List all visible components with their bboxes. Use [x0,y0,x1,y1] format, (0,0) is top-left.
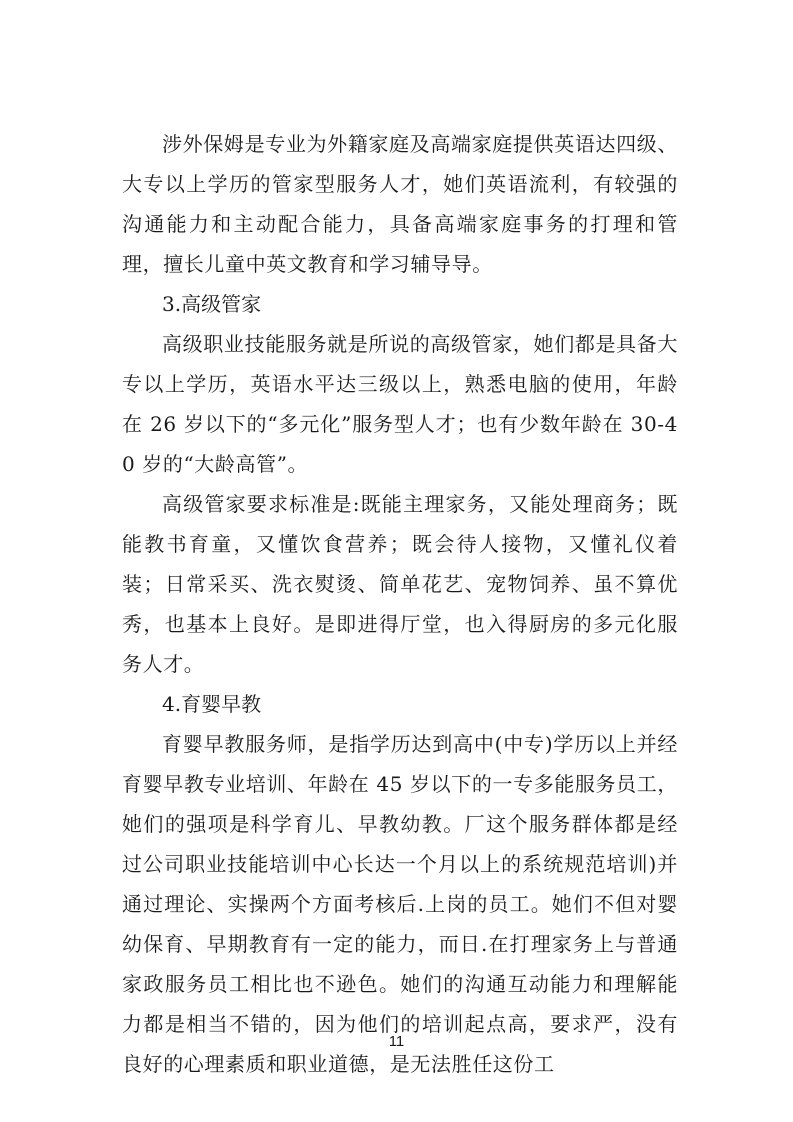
document-body [122,124,678,1084]
section-heading-infant-early-education: 4.育婴早教 [162,692,262,716]
section-heading-senior-butler: 3.高级管家 [162,292,262,316]
paragraph-foreign-nanny: 涉外保姆是专业为外籍家庭及高端家庭提供英语达四级、大专以上学历的管家型服务人才，她们英语流利，有较强的沟通能力和主动配合能力，具备高端家庭事务的打理和管理，擅长儿童中英文教育和学习辅导导。 [122,132,678,276]
paragraph-senior-butler-standards: 高级管家要求标准是:既能主理家务，又能处理商务；既能教书育童，又懂饮食营养；既会待人接物，又懂礼仪着装；日常采买、洗衣熨烫、简单花艺、宠物饲养、虽不算优秀，也基本上良好。是即进得厅堂，也入得厨房的多元化服务人才。 [122,492,678,676]
page-number: 11 [388,1033,405,1050]
paragraph-senior-butler-intro: 高级职业技能服务就是所说的高级管家，她们都是具备大专以上学历，英语水平达三级以上，熟悉电脑的使用，年龄在 26 岁以下的“多元化”服务型人才；也有少数年龄在 30-40 岁的“大龄高管”。 [122,332,678,476]
paragraph-infant-early-education: 育婴早教服务师，是指学历达到高中(中专)学历以上并经育婴早教专业培训、年龄在 45 岁以下的一专多能服务员工，她们的强项是科学育儿、早教幼教。厂这个服务群体都是经过公司职业技能培训中心长达一个月以上的系统规范培训)并通过理论、实操两个方面考核后.上岗的员工。她们不但对婴幼保育、早期教育有一定的能力，而日.在打理家务上与普通家政服务员工相比也不逊色。她们的沟通互动能力和理解能力都是相当不错的，因为他们的培训起点高，要求严，没有良好的心理素质和职业道德，是无法胜任这份工 [122,732,678,1076]
